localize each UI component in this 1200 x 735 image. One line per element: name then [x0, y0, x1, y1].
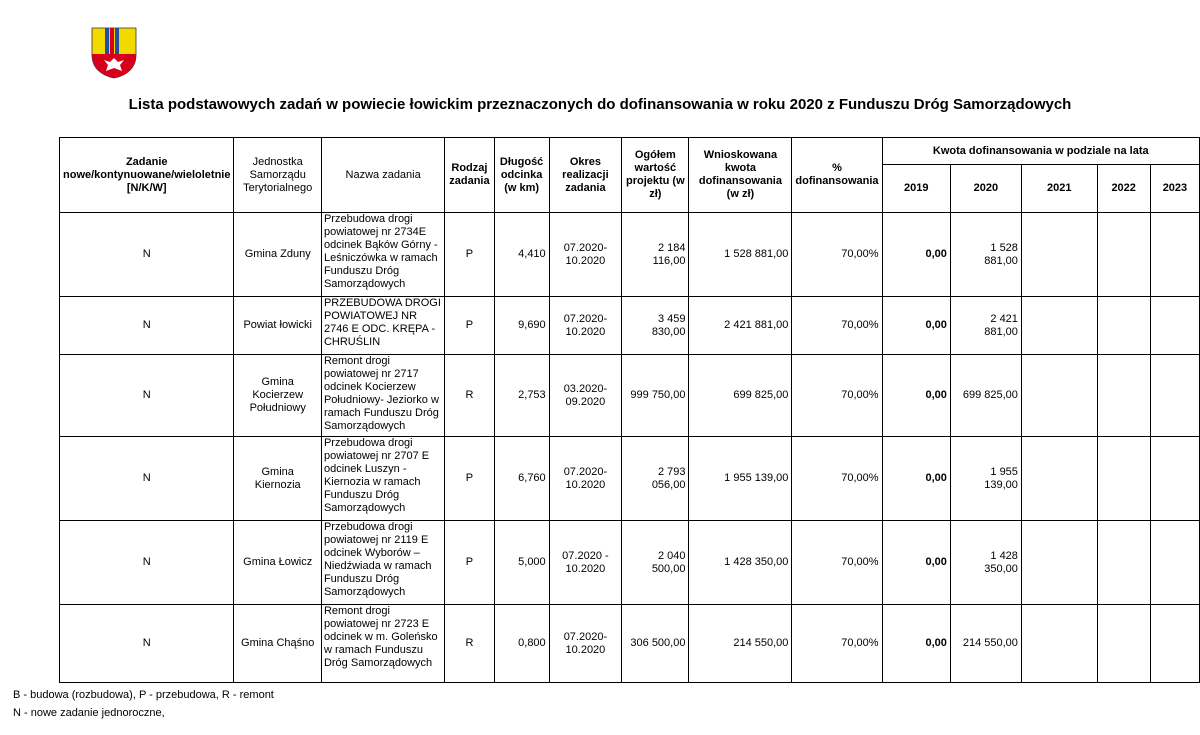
- cell-unit: Gmina Kiernozia: [234, 437, 321, 521]
- cell-year-2020: 2 421 881,00: [950, 297, 1021, 355]
- legend-kinds: B - budowa (rozbudowa), P - przebudowa, R - remont: [13, 689, 274, 701]
- cell-unit: Gmina Zduny: [234, 213, 321, 297]
- cell-length: 5,000: [494, 521, 549, 605]
- cell-total: 2 184 116,00: [622, 213, 689, 297]
- cell-year-2021: [1021, 437, 1097, 521]
- coat-of-arms-logo: [91, 27, 137, 79]
- table-row: [60, 355, 1200, 437]
- cell-year-2021: [1021, 297, 1097, 355]
- header-percent: % dofinansowania: [792, 138, 882, 213]
- table-row: [60, 437, 1200, 521]
- page-title: Lista podstawowych zadań w powiecie łowickim przeznaczonych do dofinansowania w roku 2020 z Funduszu Dróg Samorządowych: [128, 96, 1072, 113]
- header-total: Ogółem wartość projektu (w zł): [622, 138, 689, 213]
- cell-year-2021: [1021, 213, 1097, 297]
- cell-kind: P: [445, 437, 494, 521]
- header-length: Długość odcinka (w km): [494, 138, 549, 213]
- cell-year-2023: [1150, 437, 1199, 521]
- cell-task-name: Remont drogi powiatowej nr 2723 E odcinek w m. Goleńsko w ramach Funduszu Dróg Samorządowych: [321, 605, 444, 683]
- cell-year-2019: 0,00: [882, 213, 950, 297]
- cell-year-2019: 0,00: [882, 605, 950, 683]
- cell-kind: P: [445, 521, 494, 605]
- cell-year-2022: [1097, 213, 1150, 297]
- table-row: [60, 605, 1200, 683]
- cell-year-2023: [1150, 297, 1199, 355]
- cell-period: 07.2020-10.2020: [549, 297, 621, 355]
- cell-year-2023: [1150, 213, 1199, 297]
- cell-year-2019: 0,00: [882, 355, 950, 437]
- header-task-type: Zadanie nowe/kontynuowane/wieloletnie [N/K/W]: [60, 138, 234, 213]
- cell-task-type: N: [60, 521, 234, 605]
- cell-total: 306 500,00: [622, 605, 689, 683]
- cell-period: 07.2020-10.2020: [549, 437, 621, 521]
- cell-year-2023: [1150, 605, 1199, 683]
- cell-year-2021: [1021, 355, 1097, 437]
- cell-unit: Gmina Chąśno: [234, 605, 321, 683]
- cell-year-2023: [1150, 521, 1199, 605]
- cell-year-2020: 699 825,00: [950, 355, 1021, 437]
- header-period: Okres realizacji zadania: [549, 138, 621, 213]
- cell-kind: P: [445, 297, 494, 355]
- table-row: [60, 521, 1200, 605]
- cell-total: 999 750,00: [622, 355, 689, 437]
- cell-unit: Gmina Łowicz: [234, 521, 321, 605]
- cell-year-2021: [1021, 521, 1097, 605]
- cell-task-type: N: [60, 297, 234, 355]
- cell-requested: 1 428 350,00: [689, 521, 792, 605]
- cell-task-name: Remont drogi powiatowej nr 2717 odcinek Kocierzew Południowy- Jeziorko w ramach Funduszu Dróg Samorządowych: [321, 355, 444, 437]
- cell-percent: 70,00%: [792, 605, 882, 683]
- cell-length: 9,690: [494, 297, 549, 355]
- legend-new-task: N - nowe zadanie jednoroczne,: [13, 707, 165, 719]
- cell-requested: 699 825,00: [689, 355, 792, 437]
- header-year-2020: 2020: [950, 165, 1021, 213]
- cell-length: 0,800: [494, 605, 549, 683]
- cell-year-2019: 0,00: [882, 521, 950, 605]
- cell-kind: R: [445, 355, 494, 437]
- cell-task-name: Przebudowa drogi powiatowej nr 2734E odcinek Bąków Górny - Leśniczówka w ramach Funduszu Dróg Samorządowych: [321, 213, 444, 297]
- cell-period: 07.2020 - 10.2020: [549, 521, 621, 605]
- cell-total: 2 040 500,00: [622, 521, 689, 605]
- cell-year-2019: 0,00: [882, 297, 950, 355]
- table-row: [60, 213, 1200, 297]
- cell-percent: 70,00%: [792, 297, 882, 355]
- cell-task-type: N: [60, 437, 234, 521]
- header-year-2019: 2019: [882, 165, 950, 213]
- cell-year-2022: [1097, 355, 1150, 437]
- header-year-2021: 2021: [1021, 165, 1097, 213]
- cell-task-name: Przebudowa drogi powiatowej nr 2119 E odcinek Wyborów – Niedźwiada w ramach Funduszu Dróg Samorządowych: [321, 521, 444, 605]
- cell-percent: 70,00%: [792, 437, 882, 521]
- cell-requested: 214 550,00: [689, 605, 792, 683]
- cell-task-type: N: [60, 355, 234, 437]
- tasks-table: [59, 137, 1200, 683]
- cell-period: 07.2020-10.2020: [549, 213, 621, 297]
- cell-period: 07.2020-10.2020: [549, 605, 621, 683]
- cell-unit: Powiat łowicki: [234, 297, 321, 355]
- cell-year-2022: [1097, 605, 1150, 683]
- header-requested: Wnioskowana kwota dofinansowania (w zł): [689, 138, 792, 213]
- cell-task-type: N: [60, 213, 234, 297]
- cell-total: 2 793 056,00: [622, 437, 689, 521]
- cell-kind: P: [445, 213, 494, 297]
- cell-year-2020: 214 550,00: [950, 605, 1021, 683]
- cell-percent: 70,00%: [792, 355, 882, 437]
- cell-year-2020: 1 955 139,00: [950, 437, 1021, 521]
- cell-kind: R: [445, 605, 494, 683]
- cell-year-2020: 1 528 881,00: [950, 213, 1021, 297]
- cell-requested: 1 528 881,00: [689, 213, 792, 297]
- cell-total: 3 459 830,00: [622, 297, 689, 355]
- cell-task-name: Przebudowa drogi powiatowej nr 2707 E odcinek Luszyn - Kiernozia w ramach Funduszu Dróg Samorządowych: [321, 437, 444, 521]
- cell-percent: 70,00%: [792, 213, 882, 297]
- cell-length: 2,753: [494, 355, 549, 437]
- cell-period: 03.2020-09.2020: [549, 355, 621, 437]
- header-task-name: Nazwa zadania: [321, 138, 444, 213]
- header-years-group: Kwota dofinansowania w podziale na lata: [882, 138, 1199, 165]
- cell-task-name: PRZEBUDOWA DROGI POWIATOWEJ NR 2746 E ODC. KRĘPA - CHRUŚLIN: [321, 297, 444, 355]
- table-row: [60, 297, 1200, 355]
- cell-year-2019: 0,00: [882, 437, 950, 521]
- cell-unit: Gmina Kocierzew Południowy: [234, 355, 321, 437]
- cell-percent: 70,00%: [792, 521, 882, 605]
- header-kind: Rodzaj zadania: [445, 138, 494, 213]
- cell-requested: 2 421 881,00: [689, 297, 792, 355]
- cell-year-2022: [1097, 521, 1150, 605]
- cell-year-2021: [1021, 605, 1097, 683]
- cell-length: 4,410: [494, 213, 549, 297]
- cell-year-2022: [1097, 297, 1150, 355]
- header-year-2023: 2023: [1150, 165, 1199, 213]
- cell-length: 6,760: [494, 437, 549, 521]
- header-row: [60, 138, 1200, 165]
- header-unit: Jednostka Samorządu Terytorialnego: [234, 138, 321, 213]
- cell-task-type: N: [60, 605, 234, 683]
- cell-year-2022: [1097, 437, 1150, 521]
- header-year-2022: 2022: [1097, 165, 1150, 213]
- cell-year-2020: 1 428 350,00: [950, 521, 1021, 605]
- cell-requested: 1 955 139,00: [689, 437, 792, 521]
- cell-year-2023: [1150, 355, 1199, 437]
